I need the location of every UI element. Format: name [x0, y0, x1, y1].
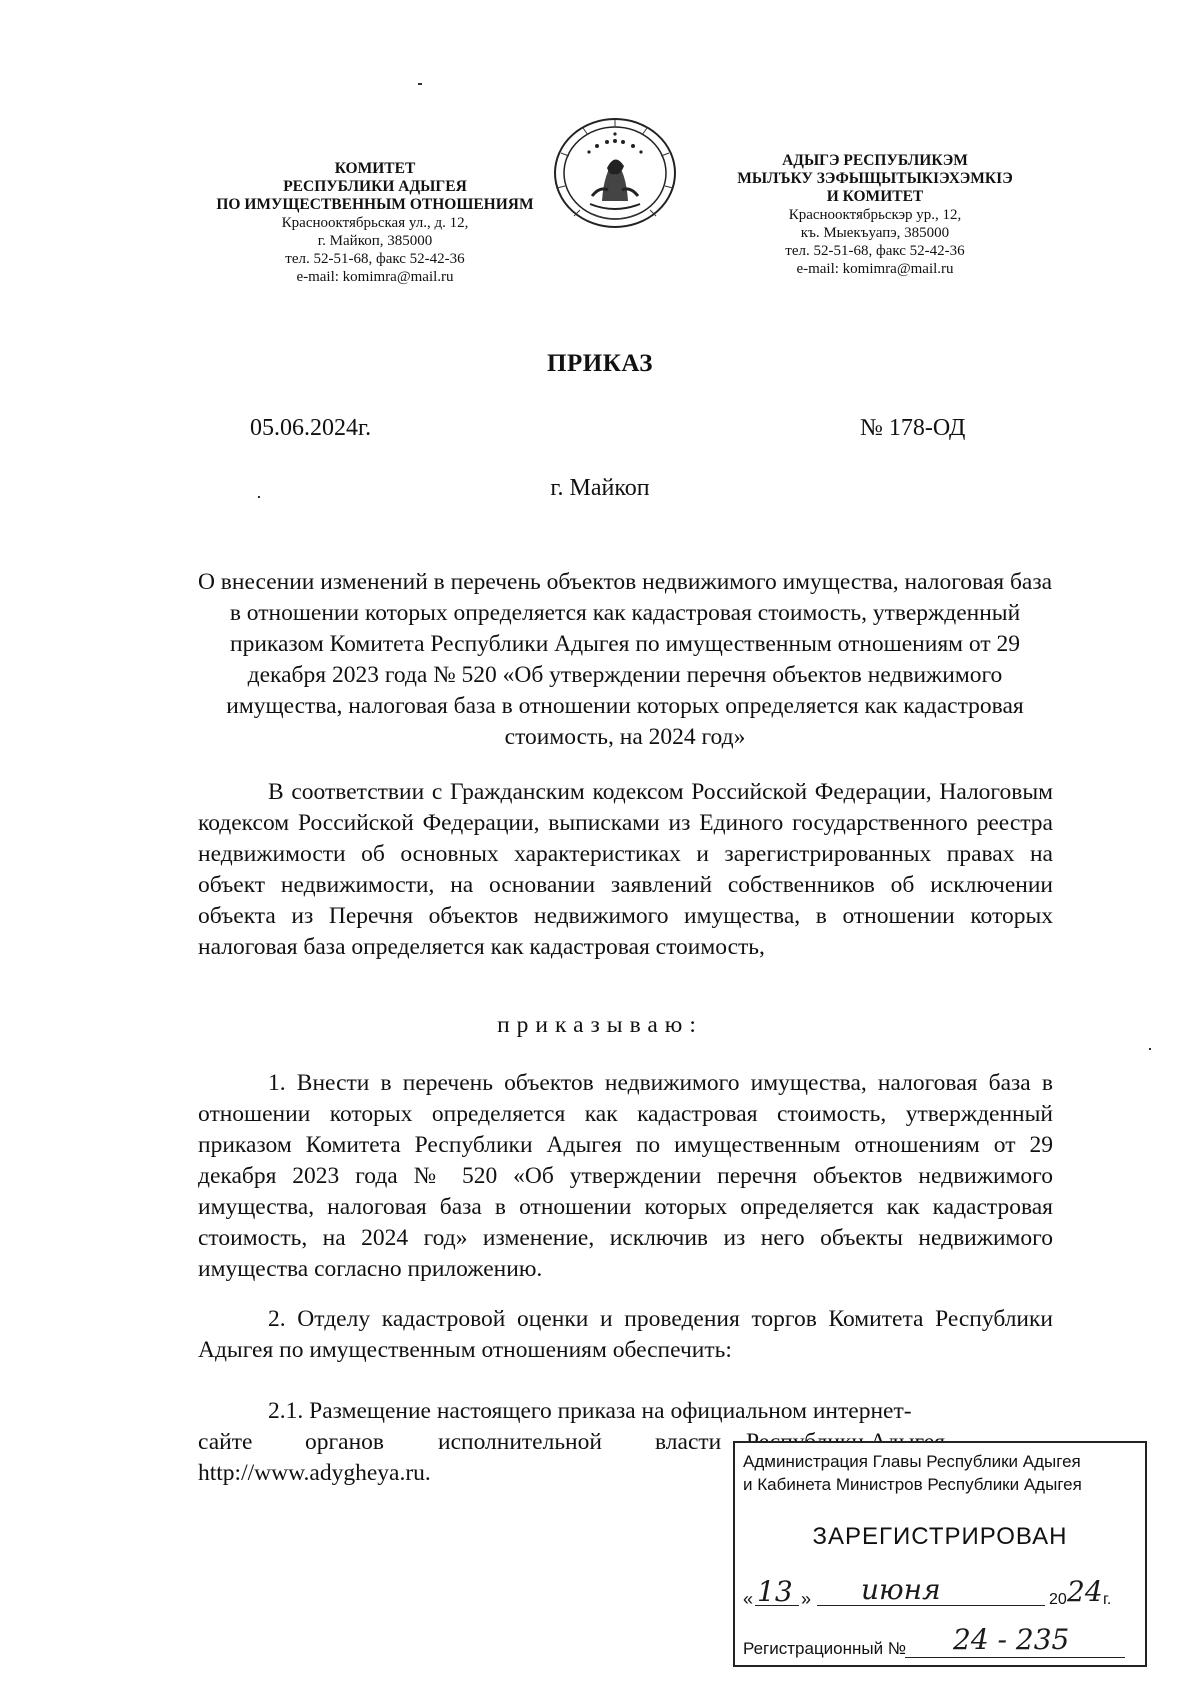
stamp-year-suffix: 24: [1067, 1575, 1103, 1608]
registration-stamp: [733, 1441, 1147, 1667]
scan-speck: [1149, 1048, 1151, 1050]
document-number: № 178-ОД: [860, 415, 966, 441]
stamp-date-line: [743, 1573, 1141, 1615]
stamp-status: ЗАРЕГИСТРИРОВАН: [812, 1523, 1068, 1550]
item-2-1-line3: http://www.adygheya.ru.: [198, 1460, 431, 1486]
item-2-1-word-c: исполнительной: [438, 1429, 602, 1455]
stamp-quote-close: »: [801, 1589, 812, 1609]
header-right-email: e-mail: komimra@mail.ru: [796, 261, 954, 277]
preamble-text: В соответствии с Гражданским кодексом Российской Федерации, Налоговым кодексом Российской Федерации, выписками из Единого государственного реестра недвижимости об основных характеристиках и зарегистрированных правах на объект недвижимости, на основании заявлений собственников об исключении объекта из Перечня объектов недвижимого имущества, в отношении которых налоговая база определяется как кадастровая стоимость,: [198, 779, 1053, 960]
header-right-line1: АДЫГЭ РЕСПУБЛИКЭМ: [782, 152, 968, 169]
stamp-org-line2: и Кабинета Министров Республики Адыгея: [743, 1475, 1082, 1494]
document-subject: О внесении изменений в перечень объектов недвижимого имущества, налоговая база в отношении которых определяется как кадастровая стоимость, утвержденный приказом Комитета Республики Адыгея по имущественным отношениям от 29 декабря 2023 года № 520 «Об утверждении перечня объектов недвижимого имущества, налоговая база в отношении которых определяется как кадастровая стоимость, на 2024 год»: [197, 569, 1053, 750]
header-right-line3: И КОМИТЕТ: [826, 188, 924, 205]
header-left-email: e-mail: komimra@mail.ru: [296, 269, 454, 285]
header-right-line2: МЫЛЪКУ ЗЭФЫЩЫТЫКІЭХЭМКІЭ: [737, 170, 1013, 187]
header-right-address2: къ. Мыекъуапэ, 385000: [800, 225, 950, 241]
stamp-year-prefix: 20: [1049, 1591, 1067, 1608]
stamp-quote-open: «: [743, 1589, 754, 1609]
header-left-address1: Краснооктябрьская ул., д. 12,: [281, 215, 469, 231]
coat-of-arms-icon: [552, 116, 678, 230]
header-left-address2: г. Майкоп, 385000: [317, 233, 433, 249]
document-title: ПРИКАЗ: [547, 350, 653, 377]
scan-speck: [418, 83, 422, 85]
stamp-org-line1: Администрация Главы Республики Адыгея: [743, 1452, 1081, 1471]
header-left-block: [185, 160, 565, 286]
header-left-phone: тел. 52-51-68, факс 52-42-36: [285, 251, 465, 267]
item-2-paragraph: [198, 1304, 1053, 1366]
preamble-paragraph: [198, 777, 1053, 963]
stamp-month: июня: [861, 1573, 941, 1606]
stamp-number-line: [743, 1623, 1141, 1663]
document-date: 05.06.2024г.: [250, 415, 372, 441]
stamp-reg-label: Регистрационный №: [743, 1639, 907, 1658]
item-2-1-word-a: сайте: [198, 1429, 253, 1455]
stamp-day: 13: [757, 1575, 793, 1608]
order-word: приказываю:: [497, 1012, 703, 1038]
item-1-paragraph: [198, 1068, 1053, 1285]
item-2-text: 2. Отделу кадастровой оценки и проведения торгов Комитета Республики Адыгея по имущественным отношениям обеспечить:: [198, 1306, 1053, 1363]
header-left-line3: ПО ИМУЩЕСТВЕННЫМ ОТНОШЕНИЯМ: [216, 196, 534, 213]
item-2-1-word-b: органов: [305, 1429, 384, 1455]
header-left-line2: РЕСПУБЛИКИ АДЫГЕЯ: [283, 178, 467, 195]
header-right-address1: Краснооктябрьскэр ур., 12,: [788, 207, 962, 223]
header-right-phone: тел. 52-51-68, факс 52-42-36: [785, 243, 965, 259]
item-2-1-word-d: власти: [655, 1429, 722, 1455]
item-1-text: 1. Внести в перечень объектов недвижимого имущества, налоговая база в отношении которых определяется как кадастровая стоимость, утвержденный приказом Комитета Республики Адыгея по имущественным отношениям от 29 декабря 2023 года № 520 «Об утверждении перечня объектов недвижимого имущества, налоговая база в отношении которых определяется как кадастровая стоимость, на 2024 год» изменение, исключив из него объекты недвижимого имущества согласно приложению.: [198, 1070, 1053, 1282]
stamp-reg-number: 24 - 235: [953, 1623, 1070, 1656]
header-left-line1: КОМИТЕТ: [334, 160, 416, 177]
document-city: г. Майкоп: [550, 475, 650, 501]
header-right-block: [695, 152, 1055, 278]
stamp-year-unit: г.: [1103, 1591, 1112, 1608]
item-2-1-line1: 2.1. Размещение настоящего приказа на официальном интернет-: [268, 1398, 912, 1424]
